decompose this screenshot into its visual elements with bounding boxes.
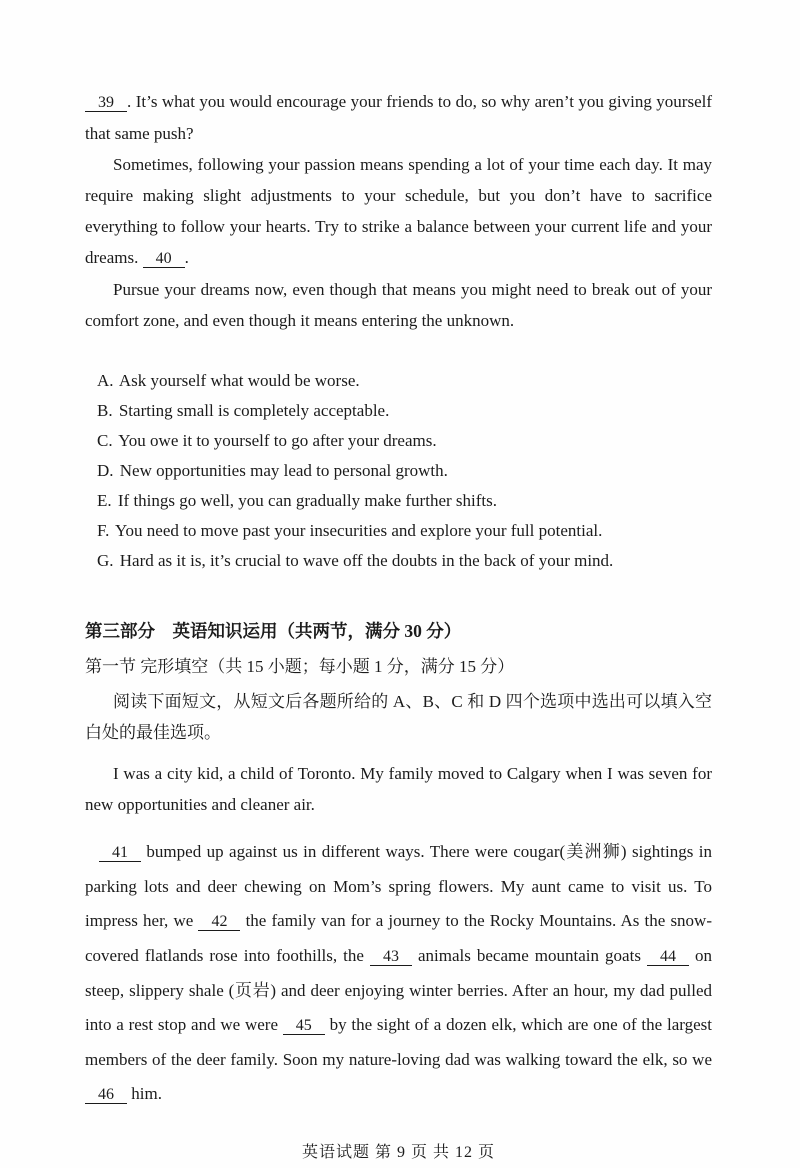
blank-42: 42 bbox=[198, 913, 240, 931]
blank-44: 44 bbox=[647, 948, 689, 966]
cloze-paragraph-2 bbox=[85, 835, 712, 1112]
blank-39: 39 bbox=[85, 94, 127, 112]
reading-paragraph-2 bbox=[85, 149, 712, 274]
reading-paragraph-3: Pursue your dreams now, even though that means you might need to break out of your comfort zone, and even though it means entering the unknown. bbox=[85, 280, 712, 330]
blank-40: 40 bbox=[143, 250, 185, 268]
option-g-text: Hard as it is, it’s crucial to wave off the doubts in the back of your mind. bbox=[119, 551, 614, 570]
option-e-text: If things go well, you can gradually make further shifts. bbox=[117, 491, 497, 510]
reading-paragraph-1 bbox=[85, 86, 712, 149]
option-c-label: C. bbox=[97, 431, 113, 450]
option-c-text: You owe it to yourself to go after your dreams. bbox=[118, 431, 437, 450]
cloze-text-2: the family van for a journey to the Rocky Mountains. As the snow-covered flatlands rose into foothills, the bbox=[85, 911, 712, 965]
cloze-text-6: him. bbox=[127, 1084, 162, 1103]
cloze-text-1: bumped up against us in different ways. There were cougar(美洲狮) sightings in parking lots and deer chewing on Mom’s spring flowers. My aunt came to visit us. To impress her, we bbox=[85, 842, 712, 930]
option-d-label: D. bbox=[97, 461, 114, 480]
option-d bbox=[97, 456, 712, 486]
reading-paragraph-2-text: Sometimes, following your passion means spending a lot of your time each day. It may require making slight adjustments to your schedule, but you don’t have to sacrifice everything to follow your hearts. Try to strike a balance between your current life and your dreams. bbox=[85, 155, 712, 267]
option-a-label: A. bbox=[97, 371, 114, 390]
option-f bbox=[97, 516, 712, 546]
blank-43: 43 bbox=[370, 948, 412, 966]
option-g-label: G. bbox=[97, 551, 114, 570]
option-g bbox=[97, 546, 712, 576]
blank-45: 45 bbox=[283, 1017, 325, 1035]
option-f-text: You need to move past your insecurities and explore your full potential. bbox=[114, 521, 603, 540]
option-a-text: Ask yourself what would be worse. bbox=[118, 371, 360, 390]
option-c bbox=[97, 426, 712, 456]
options-list bbox=[97, 366, 712, 576]
option-f-label: F. bbox=[97, 521, 110, 540]
blank-41: 41 bbox=[99, 844, 141, 862]
option-e bbox=[97, 486, 712, 516]
reading-paragraph-2-tail: . bbox=[184, 248, 189, 267]
cloze-section bbox=[85, 616, 712, 1112]
cloze-instruction: 阅读下面短文，从短文后各题所给的 A、B、C 和 D 四个选项中选出可以填入空白处的最佳选项。 bbox=[85, 692, 712, 742]
cloze-paragraph-1: I was a city kid, a child of Toronto. My family moved to Calgary when I was seven for new opportunities and cleaner air. bbox=[85, 764, 712, 814]
cloze-text-4: on steep, slippery shale (页岩) and deer enjoying winter berries. After an hour, my dad pulled into a rest stop and we were bbox=[85, 946, 712, 1034]
option-b-text: Starting small is completely acceptable. bbox=[118, 401, 390, 420]
reading-completion-section bbox=[85, 86, 712, 576]
option-b bbox=[97, 396, 712, 426]
option-b-label: B. bbox=[97, 401, 113, 420]
cloze-text-3: animals became mountain goats bbox=[411, 946, 647, 965]
cloze-text-5: by the sight of a dozen elk, which are one of the largest members of the deer family. Soon my nature-loving dad was walking toward the elk, so we bbox=[85, 1015, 712, 1069]
blank-46: 46 bbox=[85, 1086, 127, 1104]
option-d-text: New opportunities may lead to personal growth. bbox=[119, 461, 448, 480]
reading-paragraph-1-text: . It’s what you would encourage your friends to do, so why aren’t you giving yourself that same push? bbox=[85, 92, 712, 143]
option-a bbox=[97, 366, 712, 396]
page-footer: 英语试题 第 9 页 共 12 页 bbox=[301, 1144, 495, 1161]
part-three-heading: 第三部分 英语知识运用（共两节，满分 30 分） bbox=[85, 621, 462, 641]
option-e-label: E. bbox=[97, 491, 112, 510]
section-one-heading: 第一节 完形填空（共 15 小题；每小题 1 分，满分 15 分） bbox=[85, 657, 515, 676]
